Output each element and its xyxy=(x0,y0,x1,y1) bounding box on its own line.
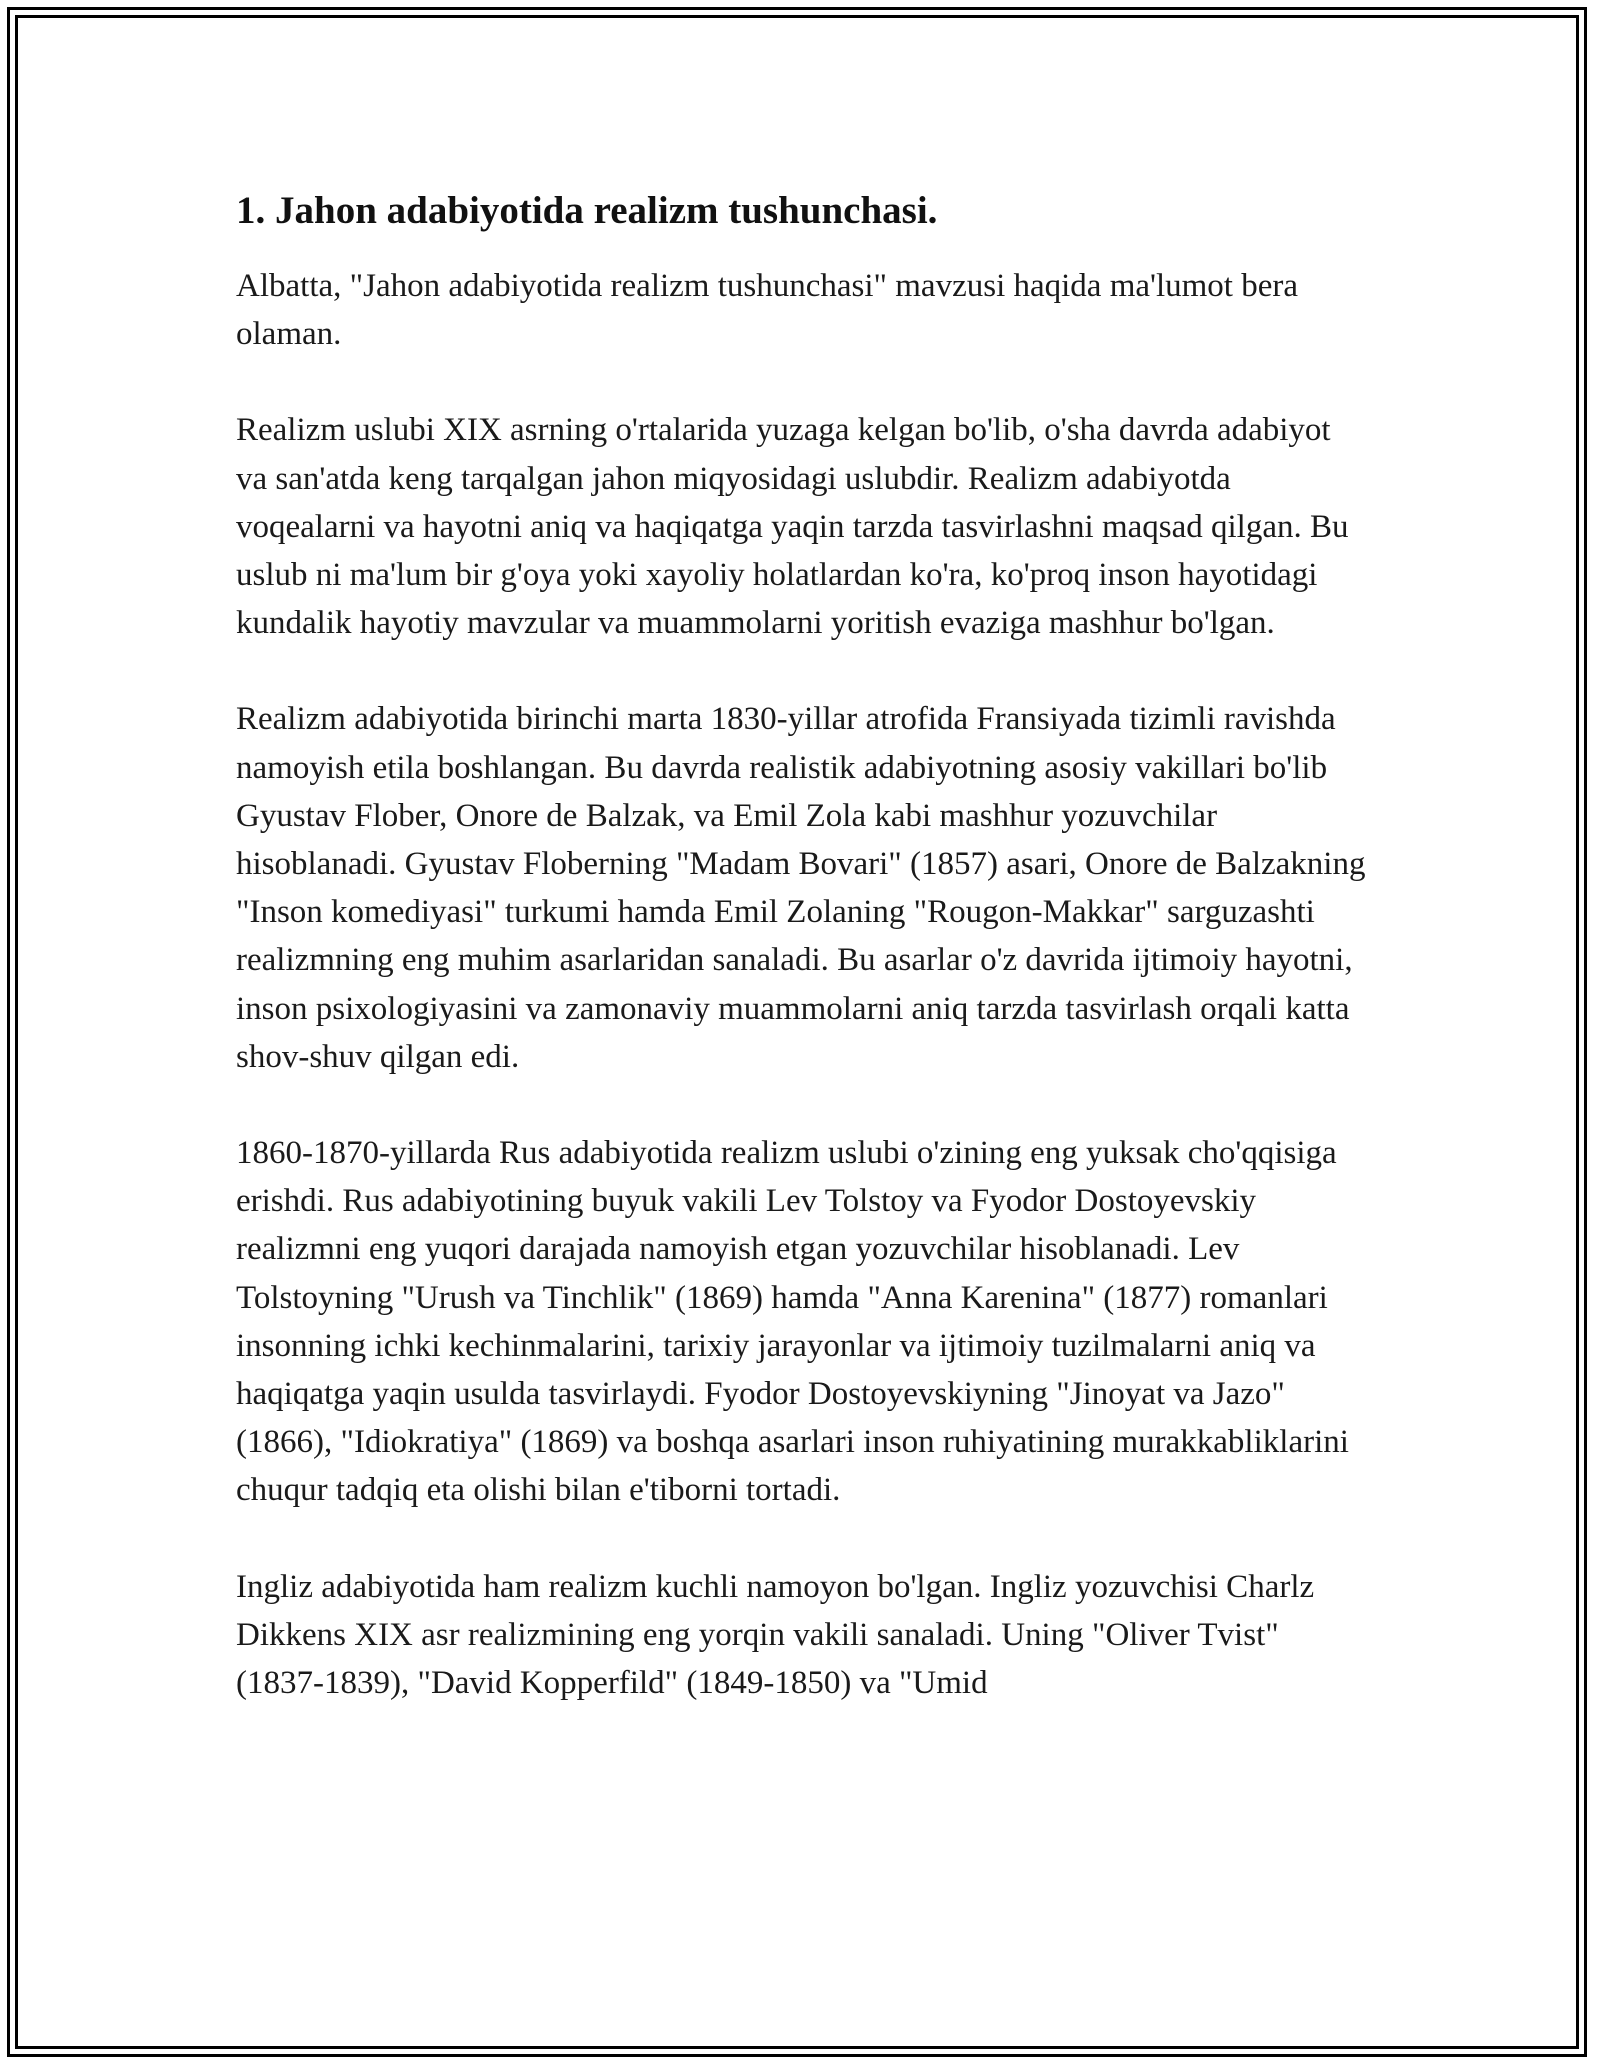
paragraph-realism-definition: Realizm uslubi XIX asrning o'rtalarida yuzaga kelgan bo'lib, o'sha davrda adabiyot va san'atda keng tarqalgan jahon miqyosidagi uslubdir. Realizm adabiyotda voqealarni va hayotni aniq va haqiqatga yaqin tarzda tasvirlashni maqsad qilgan. Bu uslub ni ma'lum bir g'oya yoki xayoliy holatlardan ko'ra, ko'proq inson hayotidagi kundalik hayotiy mavzular va muammolarni yoritish evaziga mashhur bo'lgan. xyxy=(236,412,1349,642)
paragraph-russian-realism: 1860-1870-yillarda Rus adabiyotida realizm uslubi o'zining eng yuksak cho'qqisiga erishdi. Rus adabiyotining buyuk vakili Lev Tolstoy va Fyodor Dostoyevskiy realizmni eng yuqori darajada namoyish etgan yozuvchilar hisoblanadi. Lev Tolstoyning "Urush va Tinchlik" (1869) hamda "Anna Karenina" (1877) romanlari insonning ichki kechinmalarini, tarixiy jarayonlar va ijtimoiy tuzilmalarni aniq va haqiqatga yaqin usulda tasvirlaydi. Fyodor Dostoyevskiyning "Jinoyat va Jazo" (1866), "Idiokratiya" (1869) va boshqa asarlari inson ruhiyatining murakkabliklarini chuqur tadqiq eta olishi bilan e'tiborni tortadi. xyxy=(236,1135,1349,1509)
document-title: 1. Jahon adabiyotida realizm tushunchasi. xyxy=(236,189,938,232)
paragraph-intro: Albatta, "Jahon adabiyotida realizm tushunchasi" mavzusi haqida ma'lumot bera olaman. xyxy=(236,268,1298,353)
paragraph-english-realism: Ingliz adabiyotida ham realizm kuchli namoyon bo'lgan. Ingliz yozuvchisi Charlz Dikkens XIX asr realizmining eng yorqin vakili sanaladi. Uning "Oliver Tvist" (1837-1839), "David Kopperfild" (1849-1850) va "Umid xyxy=(236,1568,1315,1702)
document-body xyxy=(236,186,1366,1755)
paragraph-french-realism: Realizm adabiyotida birinchi marta 1830-yillar atrofida Fransiyada tizimli ravishda namoyish etila boshlangan. Bu davrda realistik adabiyotning asosiy vakillari bo'lib Gyustav Flober, Onore de Balzak, va Emil Zola kabi mashhur yozuvchilar hisoblanadi. Gyustav Floberning "Madam Bovari" (1857) asari, Onore de Balzakning "Inson komediyasi" turkumi hamda Emil Zolaning "Rougon-Makkar" sarguzashti realizmning eng muhim asarlaridan sanaladi. Bu asarlar o'z davrida ijtimoiy hayotni, inson psixologiyasini va zamonaviy muammolarni aniq tarzda tasvirlash orqali katta shov-shuv qilgan edi. xyxy=(236,701,1366,1075)
